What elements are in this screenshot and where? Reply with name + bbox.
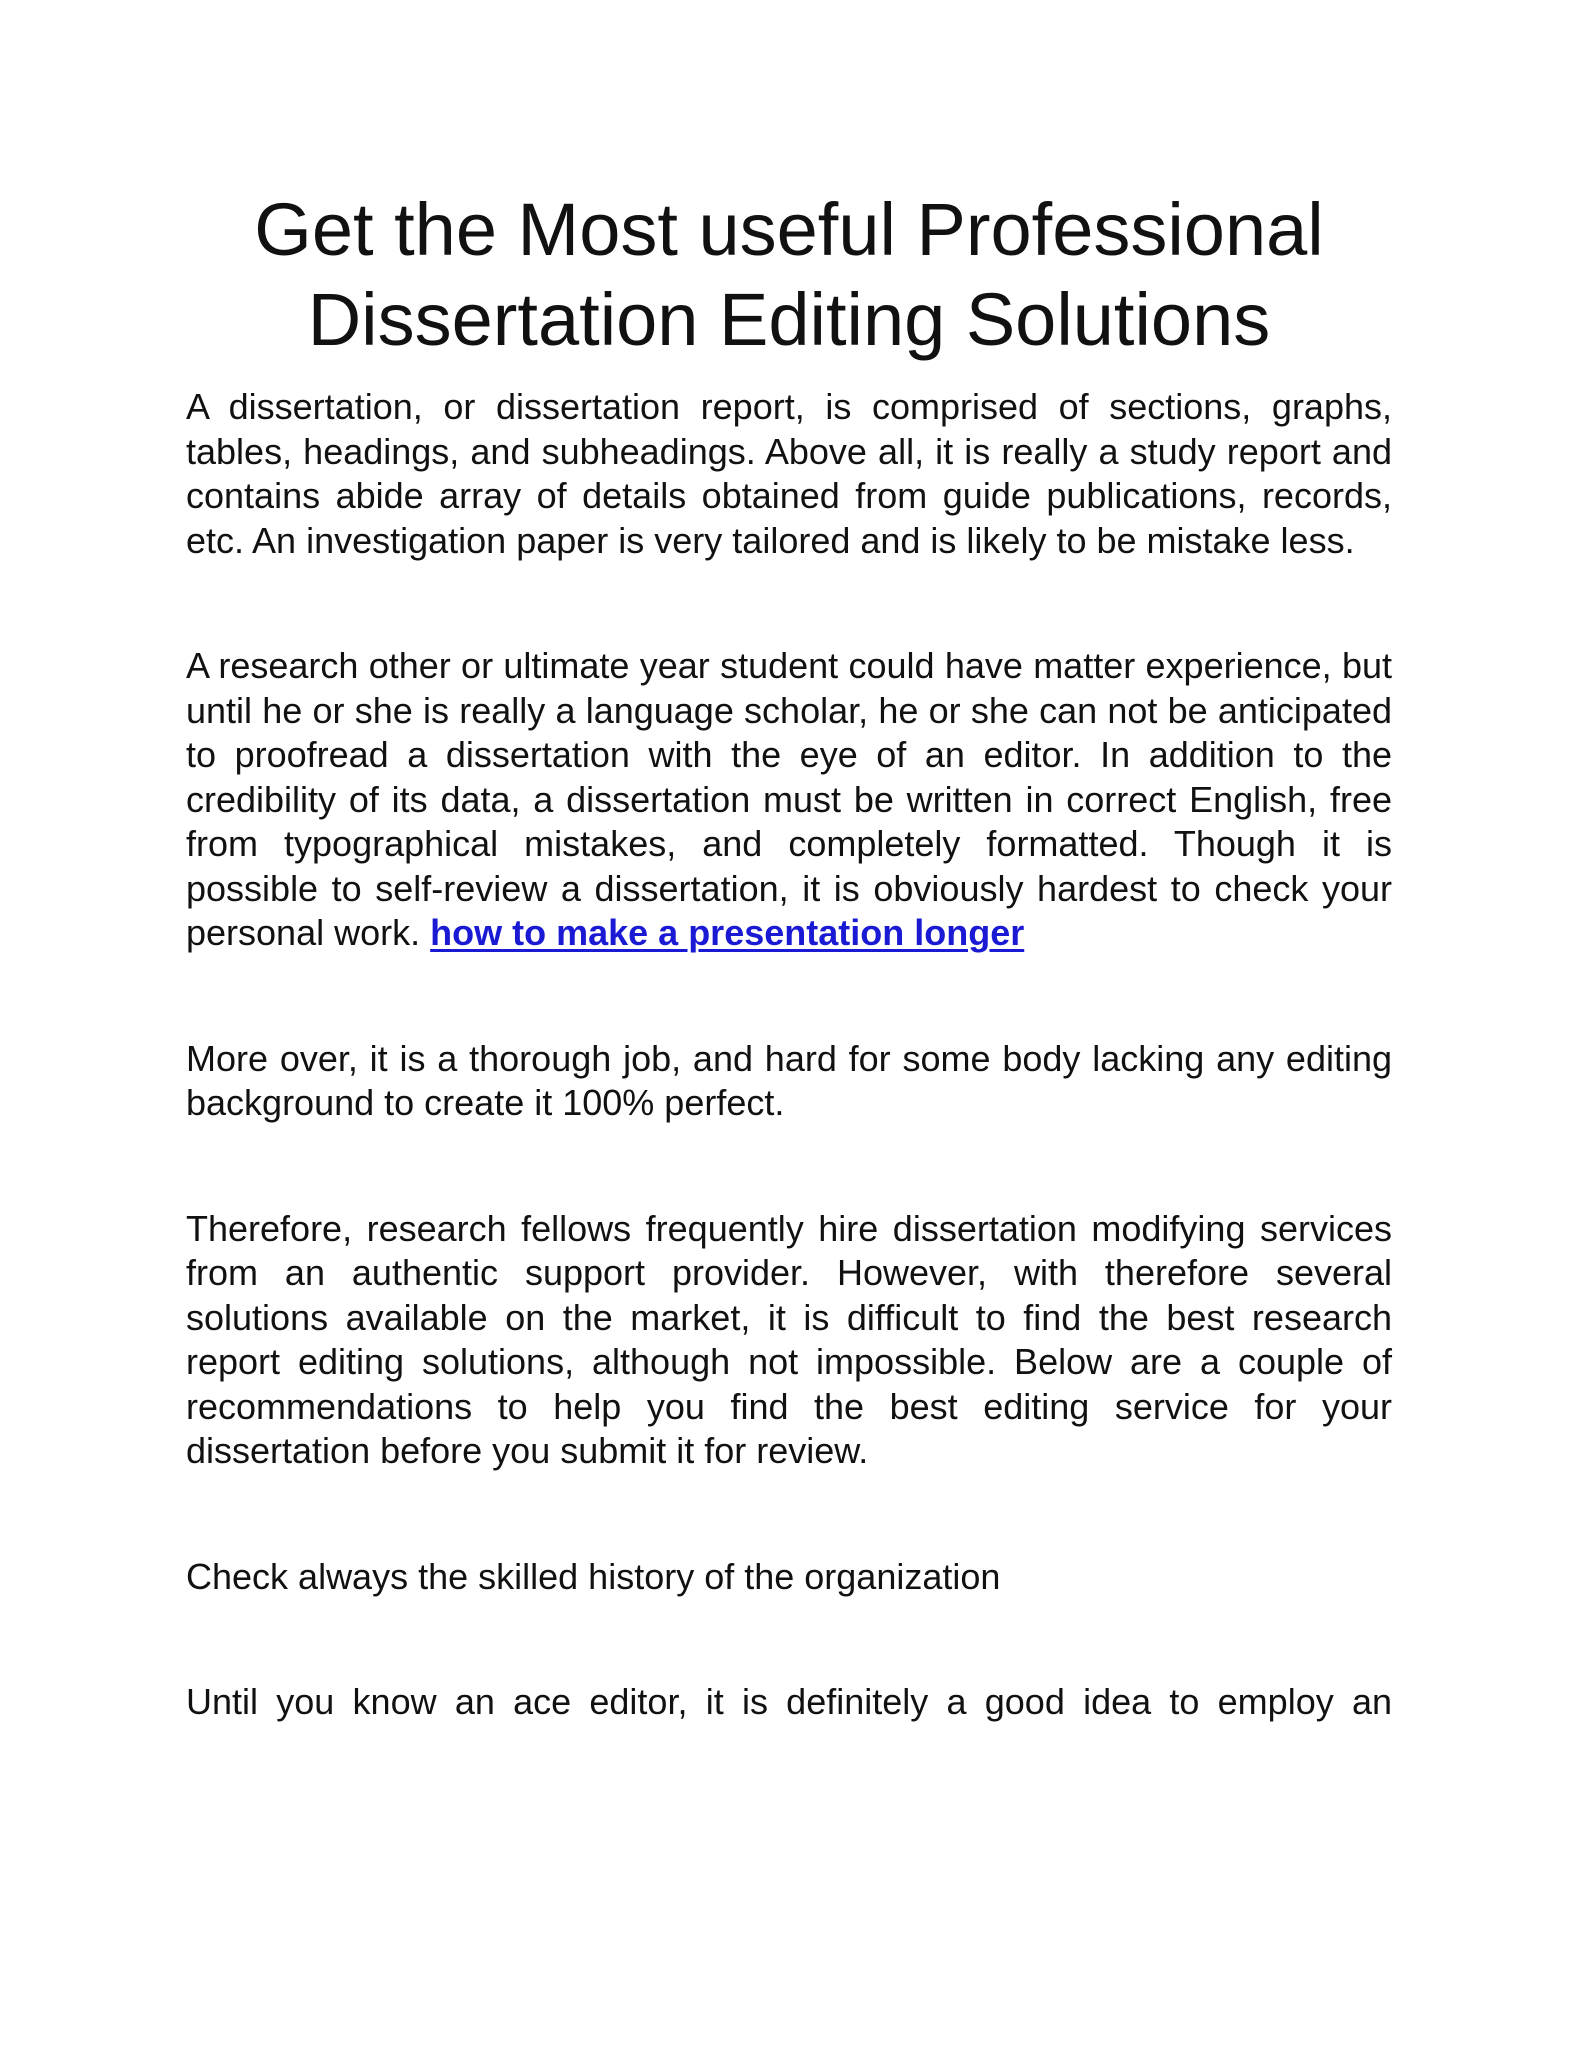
paragraph-2-text: A research other or ultimate year student could have matter experience, but until he or she is really a language scholar, he or she can not be anticipated to proofread a dissertation with the eye of an editor. In addition to the credibility of its data, a dissertation must be written in correct English, free from typographical mistakes, and completely formatted. Though it is possible to self-review a dissertation, it is obviously hardest to check your personal work. xyxy=(186,645,1392,953)
document-title: Get the Most useful Professional Dissertation Editing Solutions xyxy=(254,188,1324,361)
presentation-link[interactable]: how to make a presentation longer xyxy=(430,912,1025,953)
section-heading: Check always the skilled history of the organization xyxy=(186,1555,1001,1597)
document-content xyxy=(186,185,1392,1725)
paragraph-4: Therefore, research fellows frequently hire dissertation modifying services from an authentic support provider. However, with therefore several solutions available on the market, it is difficult to find the best research report editing solutions, although not impossible. Below are a couple of recommendations to help you find the best editing service for your dissertation before you submit it for review. xyxy=(186,1207,1392,1471)
paragraph-3: More over, it is a thorough job, and hard for some body lacking any editing background to create it 100% perfect. xyxy=(186,1037,1392,1123)
paragraph-1: A dissertation, or dissertation report, is comprised of sections, graphs, tables, headings, and subheadings. Above all, it is really a study report and contains abide array of details obtained from guide publications, records, etc. An investigation paper is very tailored and is likely to be mistake less. xyxy=(186,386,1392,561)
paragraph-2 xyxy=(186,644,1392,956)
paragraph-5: Until you know an ace editor, it is definitely a good idea to employ an xyxy=(186,1681,1392,1722)
